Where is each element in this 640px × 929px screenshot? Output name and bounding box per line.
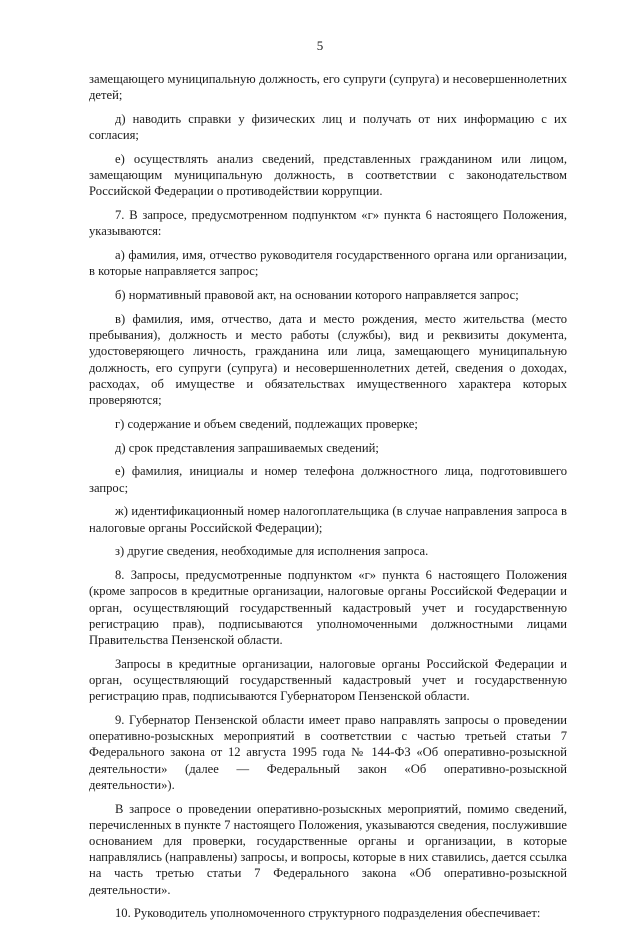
- paragraph: а) фамилия, имя, отчество руководителя государственного органа или организации, в которые направляется запрос;: [89, 248, 567, 279]
- paragraph: е) осуществлять анализ сведений, представленных гражданином или лицом, замещающим муниципальную должность, в соответствии с законодательством Российской Федерации о противодействии коррупции.: [89, 152, 567, 199]
- paragraph: в) фамилия, имя, отчество, дата и место рождения, место жительства (место пребывания), должность и место работы (службы), вид и реквизиты документа, удостоверяющего личность, гражданина или лица, замещающего муниципальную должность, его супруги (супруга) и несовершеннолетних детей, сведения о доходах, расходах, об имуществе и обязательствах имущественного характера которых проверяются;: [89, 312, 567, 408]
- paragraph: Запросы в кредитные организации, налоговые органы Российской Федерации и орган, осуществляющий государственный кадастровый учет и государственную регистрацию прав, подписываются Губернатором Пензенской области.: [89, 656, 567, 704]
- paragraph: д) срок представления запрашиваемых сведений;: [115, 440, 379, 455]
- paragraph: 9. Губернатор Пензенской области имеет право направлять запросы о проведении оперативно-розыскных мероприятий в соответствии с частью третьей статьи 7 Федерального закона от 12 августа 1995 года № 144-ФЗ «Об оперативно-розыскной деятельности» (далее — Федеральный закон «Об оперативно-розыскной деятельности»).: [89, 713, 567, 792]
- document-body: [89, 71, 567, 929]
- paragraph: ж) идентификационный номер налогоплательщика (в случае направления запроса в налоговые органы Российской Федерации);: [89, 504, 567, 535]
- paragraph: замещающего муниципальную должность, его супруги (супруга) и несовершеннолетних детей;: [89, 72, 567, 103]
- paragraph: В запросе о проведении оперативно-розыскных мероприятий, помимо сведений, перечисленных в пункте 7 настоящего Положения, указываются сведения, послужившие основанием для проверки, государственные органы и организации, в которые направлялись (направлены) запросы, и вопросы, которые в них ставились, дается ссылка на часть третью статьи 7 Федерального закона «Об оперативно-розыскной деятельности».: [89, 801, 567, 897]
- paragraph: з) другие сведения, необходимые для исполнения запроса.: [115, 544, 429, 559]
- paragraph: е) фамилия, инициалы и номер телефона должностного лица, подготовившего запрос;: [89, 464, 567, 495]
- paragraph: 8. Запросы, предусмотренные подпунктом «г» пункта 6 настоящего Положения (кроме запросов в кредитные организации, налоговые органы Российской Федерации и орган, осуществляющий государственный кадастровый учет и государственную регистрацию прав), подписываются уполномоченными должностными лицами Правительства Пензенской области.: [89, 568, 567, 648]
- paragraph: 10. Руководитель уполномоченного структурного подразделения обеспечивает:: [115, 906, 541, 921]
- page-number: 5: [316, 38, 324, 53]
- paragraph: г) содержание и объем сведений, подлежащих проверке;: [115, 416, 418, 431]
- paragraph: б) нормативный правовой акт, на основании которого направляется запрос;: [115, 288, 519, 303]
- paragraph: 7. В запросе, предусмотренном подпунктом «г» пункта 6 настоящего Положения, указываются:: [89, 208, 567, 239]
- paragraph: д) наводить справки у физических лиц и получать от них информацию с их согласия;: [89, 112, 567, 143]
